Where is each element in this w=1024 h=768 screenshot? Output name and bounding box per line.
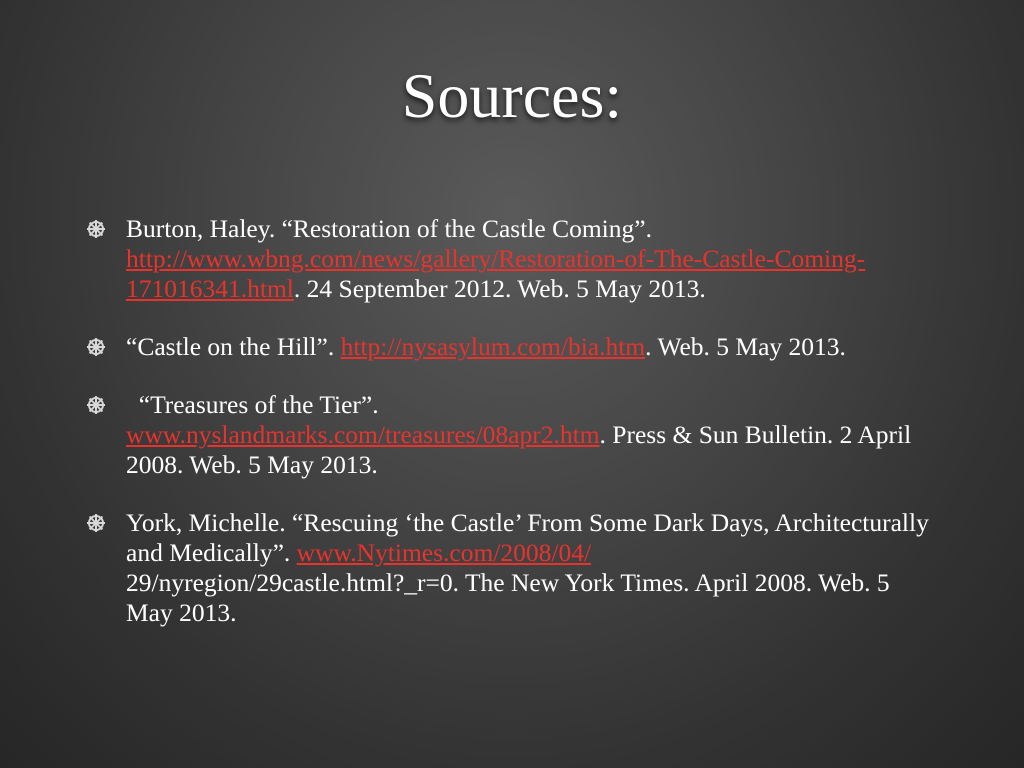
source-text-after: 29/nyregion/29castle.html?_r=0. The New York Times. April 2008. Web. 5 May 2013. xyxy=(126,568,890,627)
source-text-after: . Web. 5 May 2013. xyxy=(645,332,846,361)
source-text: York, Michelle. “Rescuing ‘the Castle’ From Some Dark Days, Architecturally and Medically”. xyxy=(126,508,929,567)
source-link[interactable]: http://nysasylum.com/bia.htm xyxy=(340,332,646,361)
source-text-after: . 24 September 2012. Web. 5 May 2013. xyxy=(293,274,706,303)
ship-wheel-icon xyxy=(86,337,106,357)
source-text: “Castle on the Hill”. xyxy=(126,332,341,361)
source-item xyxy=(84,214,934,304)
source-text: “Treasures of the Tier”. xyxy=(126,390,385,419)
source-link[interactable]: www.Nytimes.com/2008/04/ xyxy=(296,538,592,567)
source-item xyxy=(84,508,934,628)
ship-wheel-icon xyxy=(86,513,106,533)
source-link[interactable]: www.nyslandmarks.com/treasures/08apr2.htm xyxy=(126,420,600,449)
ship-wheel-icon xyxy=(86,219,106,239)
source-link[interactable]: http://www.wbng.com/news/gallery/Restoration-of-The-Castle-Coming-171016341.html xyxy=(126,244,866,303)
slide-title: Sources: xyxy=(401,60,623,131)
ship-wheel-icon xyxy=(86,395,106,415)
source-item xyxy=(84,390,934,480)
source-item xyxy=(84,332,934,362)
source-text-after: . Press & Sun Bulletin. 2 April 2008. Web. 5 May 2013. xyxy=(126,420,912,479)
sources-list xyxy=(84,214,934,656)
source-text: Burton, Haley. “Restoration of the Castle Coming”. xyxy=(126,214,652,243)
